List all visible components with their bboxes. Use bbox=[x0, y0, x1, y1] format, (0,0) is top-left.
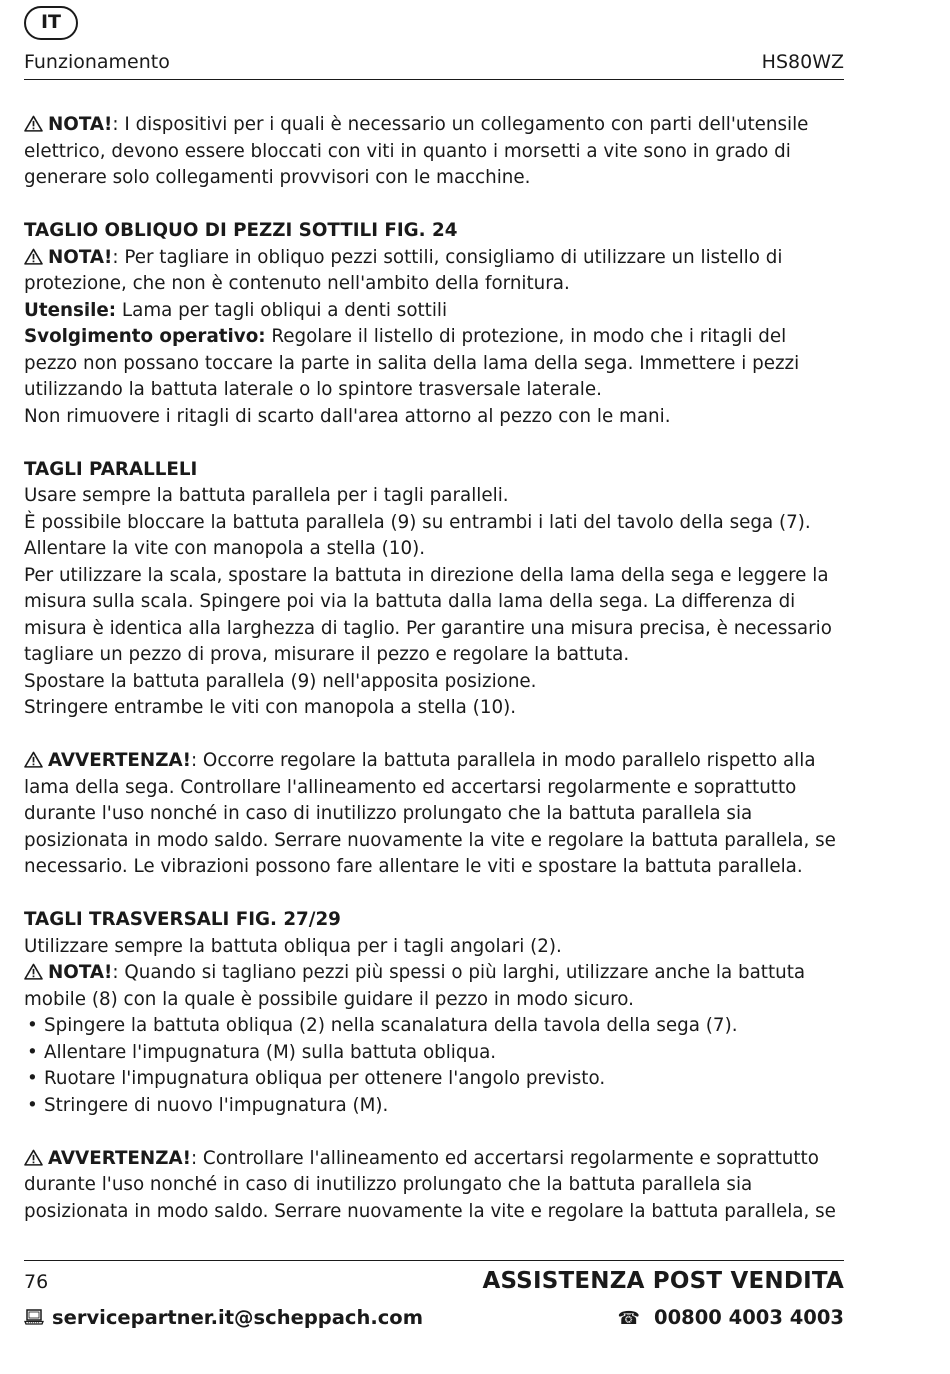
header-divider bbox=[24, 79, 844, 80]
email-link[interactable]: servicepartner.it@scheppach.com bbox=[52, 1306, 424, 1329]
section-heading: TAGLIO OBLIQUO DI PEZZI SOTTILI FIG. 24 bbox=[24, 220, 458, 241]
warning-paragraph bbox=[24, 1146, 844, 1226]
model-number: HS80WZ bbox=[761, 51, 844, 73]
phone-number[interactable]: 00800 4003 4003 bbox=[654, 1306, 844, 1329]
language-badge: IT bbox=[24, 6, 78, 40]
section-heading: TAGLI TRASVERSALI FIG. 27/29 bbox=[24, 909, 341, 930]
note-text: : I dispositivi per i quali è necessario un collegamento con parti dell'utensile elettrico, devono essere bloccati con viti in quanto i morsetti a vite sono in grado di generare solo collegamenti provvisori con le macchine. bbox=[24, 114, 809, 188]
warning-label: AVVERTENZA! bbox=[48, 750, 191, 771]
note-text: : Per tagliare in obliquo pezzi sottili, consigliamo di utilizzare un listello di protezione, che non è contenuto nell'ambito della fornitura. bbox=[24, 246, 783, 294]
note-label: NOTA! bbox=[48, 962, 113, 983]
page-body bbox=[24, 112, 844, 1225]
footer-title: ASSISTENZA POST VENDITA bbox=[482, 1268, 844, 1294]
body-line: Utilizzare sempre la battuta obliqua per i tagli angolari (2). bbox=[24, 935, 562, 957]
tool-label: Utensile: bbox=[24, 299, 117, 321]
manual-page bbox=[24, 0, 844, 1374]
tool-paragraph bbox=[24, 298, 844, 325]
warning-text: : Occorre regolare la battuta parallela in modo parallelo rispetto alla lama della sega. Controllare l'allineamento ed accertarsi regolarmente e soprattutto durante l'uso nonché in caso di inutilizzo prolungato che la battuta parallela sia posizionata in modo saldo. Serrare nuovamente la vite e regolare la battuta parallela, se necessario. Le vibrazioni possono fare allentare le viti e spostare la battuta parallela. bbox=[24, 750, 836, 877]
warning-triangle-icon bbox=[24, 248, 43, 265]
section-heading: TAGLI PARALLELI bbox=[24, 458, 198, 480]
note-label: NOTA! bbox=[48, 114, 113, 135]
warning-paragraph bbox=[24, 748, 844, 881]
list-item: • Spingere la battuta obliqua (2) nella scanalatura della tavola della sega (7). bbox=[24, 1013, 844, 1040]
steps-list bbox=[24, 1013, 844, 1119]
page-number: 76 bbox=[24, 1271, 49, 1293]
footer-divider bbox=[24, 1260, 844, 1261]
note-paragraph bbox=[24, 245, 844, 298]
warning-triangle-icon bbox=[24, 751, 43, 768]
note-label: NOTA! bbox=[48, 246, 113, 268]
telephone-icon: ☎ bbox=[617, 1308, 641, 1329]
list-item: • Ruotare l'impugnatura obliqua per ottenere l'angolo previsto. bbox=[24, 1066, 844, 1093]
list-item: • Allentare l'impugnatura (M) sulla battuta obliqua. bbox=[24, 1040, 844, 1067]
note-paragraph bbox=[24, 112, 844, 192]
warning-text: : Controllare l'allineamento ed accertarsi regolarmente e soprattutto durante l'uso nonché in caso di inutilizzo prolungato che la battuta parallela sia posizionata in modo saldo. Serrare nuovamente la vite e regolare la battuta parallela, se bbox=[24, 1147, 836, 1222]
procedure-label: Svolgimento operativo: bbox=[24, 326, 266, 347]
list-item: • Stringere di nuovo l'impugnatura (M). bbox=[24, 1093, 844, 1120]
warning-triangle-icon bbox=[24, 115, 43, 132]
body-line: Per utilizzare la scala, spostare la battuta in direzione della lama della sega e leggere la misura sulla scala. Spingere poi via la battuta dalla lama della sega. La differenza di misura è identica alla larghezza di taglio. Per garantire una misura precisa, è necessario tagliare un pezzo di prova, misurare il pezzo e regolare la battuta. bbox=[24, 564, 832, 665]
warning-label: AVVERTENZA! bbox=[48, 1147, 191, 1169]
note-paragraph bbox=[24, 960, 844, 1013]
warning-triangle-icon bbox=[24, 1149, 43, 1166]
procedure-text: Regolare il listello di protezione, in modo che i ritagli del pezzo non possano toccare la parte in salita della lama della sega. Immettere i pezzi utilizzando la battuta laterale o lo spintore trasversale laterale. bbox=[24, 326, 800, 400]
computer-icon bbox=[24, 1308, 44, 1326]
section-title: Funzionamento bbox=[24, 51, 170, 73]
service-email bbox=[24, 1306, 423, 1329]
procedure-paragraph bbox=[24, 324, 844, 404]
warning-triangle-icon bbox=[24, 963, 43, 980]
body-line: Stringere entrambe le viti con manopola a stella (10). bbox=[24, 697, 517, 718]
body-line: Non rimuovere i ritagli di scarto dall'area attorno al pezzo con le mani. bbox=[24, 405, 671, 427]
tool-text: Lama per tagli obliqui a denti sottili bbox=[116, 299, 448, 321]
note-text: : Quando si tagliano pezzi più spessi o più larghi, utilizzare anche la battuta mobile (8) con la quale è possibile guidare il pezzo in modo sicuro. bbox=[24, 962, 806, 1010]
body-line: Spostare la battuta parallela (9) nell'apposita posizione. bbox=[24, 670, 537, 692]
body-line: È possibile bloccare la battuta parallela (9) su entrambi i lati del tavolo della sega (7). bbox=[24, 511, 811, 533]
body-line: Usare sempre la battuta parallela per i tagli paralleli. bbox=[24, 485, 509, 506]
body-line: Allentare la vite con manopola a stella (10). bbox=[24, 538, 426, 559]
service-phone bbox=[618, 1306, 844, 1329]
